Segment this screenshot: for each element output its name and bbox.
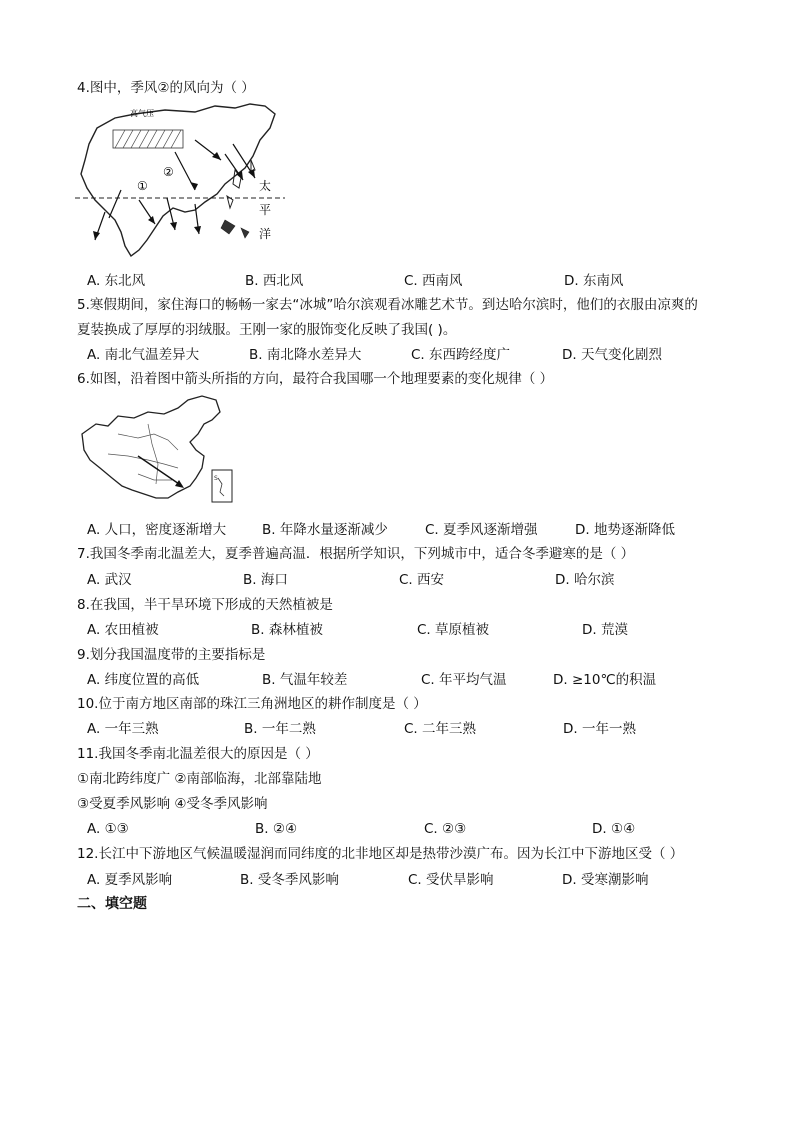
- high-pressure-label: 高气压: [130, 109, 154, 118]
- option-b[interactable]: B. 南北降水差异大: [249, 347, 362, 363]
- option-b[interactable]: B. 受冬季风影响: [240, 872, 339, 888]
- q4-monsoon-map: [75, 100, 285, 265]
- question-11-stem: 11.我国冬季南北温差很大的原因是（ ）: [77, 746, 319, 762]
- option-c[interactable]: C. 受伏旱影响: [408, 872, 494, 888]
- option-c[interactable]: C. 西安: [399, 572, 445, 588]
- pacific-label-3: 洋: [259, 227, 272, 241]
- question-5-options: [87, 346, 727, 364]
- option-c[interactable]: C. 年平均气温: [421, 672, 507, 688]
- question-4-stem: 4.图中，季风②的风向为（ ）: [77, 80, 255, 96]
- option-c[interactable]: C. 西南风: [404, 273, 463, 289]
- option-c[interactable]: C. 东西跨经度广: [411, 347, 511, 363]
- question-8-stem: 8.在我国，半干旱环境下形成的天然植被是: [77, 597, 333, 613]
- question-11-statements-2: ③受夏季风影响 ④受冬季风影响: [77, 796, 268, 812]
- option-d[interactable]: D. 受寒潮影响: [562, 872, 649, 888]
- q6-china-map: [78, 394, 248, 512]
- option-a[interactable]: A. 纬度位置的高低: [87, 672, 200, 688]
- question-12-options: [87, 871, 727, 889]
- svg-text:S: S: [214, 475, 218, 482]
- question-10-stem: 10.位于南方地区南部的珠江三角洲地区的耕作制度是（ ）: [77, 696, 427, 712]
- question-9-stem: 9.划分我国温度带的主要指标是: [77, 647, 266, 663]
- option-b[interactable]: B. 气温年较差: [262, 672, 348, 688]
- option-a[interactable]: A. 武汉: [87, 572, 132, 588]
- option-c[interactable]: C. 夏季风逐渐增强: [425, 522, 538, 538]
- option-b[interactable]: B. 年降水量逐渐减少: [262, 522, 388, 538]
- question-4-options: [87, 272, 727, 290]
- option-b[interactable]: B. 森林植被: [251, 622, 323, 638]
- option-b[interactable]: B. 一年二熟: [244, 721, 316, 737]
- option-a[interactable]: A. 夏季风影响: [87, 872, 173, 888]
- option-a[interactable]: A. ①③: [87, 821, 129, 837]
- option-a[interactable]: A. 南北气温差异大: [87, 347, 200, 363]
- question-12-stem: 12.长江中下游地区气候温暖湿润而同纬度的北非地区却是热带沙漠广布。因为长江中下游地区受（ ）: [77, 846, 684, 862]
- question-10-options: [87, 720, 727, 738]
- pacific-label-1: 太: [259, 179, 272, 193]
- option-b[interactable]: B. 海口: [243, 572, 288, 588]
- option-c[interactable]: C. ②③: [424, 821, 467, 837]
- option-c[interactable]: C. 草原植被: [417, 622, 490, 638]
- monsoon-1-label: ①: [137, 179, 148, 193]
- monsoon-2-label: ②: [163, 165, 174, 179]
- question-5-stem-line2: 夏装换成了厚厚的羽绒服。王刚一家的服饰变化反映了我国( )。: [77, 322, 457, 338]
- question-11-statements-1: ①南北跨纬度广 ②南部临海，北部靠陆地: [77, 771, 322, 787]
- question-8-options: [87, 621, 727, 639]
- option-d[interactable]: D. ≥10℃的积温: [553, 672, 657, 688]
- question-9-options: [87, 671, 727, 689]
- pacific-label-2: 平: [259, 203, 272, 217]
- question-5-stem-line1: 5.寒假期间，家住海口的畅畅一家去“冰城”哈尔滨观看冰雕艺术节。到达哈尔滨时，他们的衣服由凉爽的: [77, 297, 698, 313]
- option-a[interactable]: A. 一年三熟: [87, 721, 159, 737]
- option-b[interactable]: B. 西北风: [245, 273, 304, 289]
- question-11-options: [87, 820, 727, 838]
- question-7-stem: 7.我国冬季南北温差大，夏季普遍高温．根据所学知识，下列城市中，适合冬季避寒的是（ ）: [77, 546, 635, 562]
- option-d[interactable]: D. 东南风: [564, 273, 624, 289]
- option-d[interactable]: D. 一年一熟: [563, 721, 636, 737]
- option-d[interactable]: D. ①④: [592, 821, 636, 837]
- option-d[interactable]: D. 荒漠: [582, 622, 628, 638]
- option-a[interactable]: A. 人口，密度逐渐增大: [87, 522, 227, 538]
- option-b[interactable]: B. ②④: [255, 821, 298, 837]
- section-heading: 二、填空题: [77, 896, 147, 912]
- option-c[interactable]: C. 二年三熟: [404, 721, 477, 737]
- question-7-options: [87, 571, 727, 589]
- option-a[interactable]: A. 东北风: [87, 273, 146, 289]
- option-d[interactable]: D. 哈尔滨: [555, 572, 615, 588]
- option-d[interactable]: D. 天气变化剧烈: [562, 347, 662, 363]
- option-d[interactable]: D. 地势逐渐降低: [575, 522, 675, 538]
- question-6-options: [87, 521, 727, 539]
- option-a[interactable]: A. 农田植被: [87, 622, 159, 638]
- question-6-stem: 6.如图，沿着图中箭头所指的方向，最符合我国哪一个地理要素的变化规律（ ）: [77, 371, 554, 387]
